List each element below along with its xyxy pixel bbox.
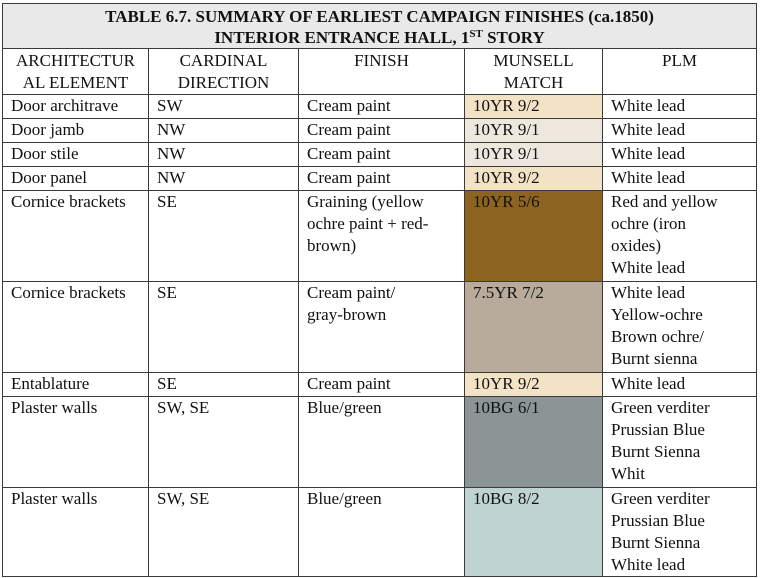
cell-cardinal-direction (149, 373, 299, 397)
cell-finish (299, 191, 465, 282)
cell-finish (299, 143, 465, 167)
munsell-code: 10BG 8/2 (473, 489, 540, 508)
table-title-line-2 (7, 27, 752, 48)
cell-cardinal-direction-line: SE (157, 283, 177, 302)
cell-plm (603, 373, 757, 397)
cell-plm-line: White lead (611, 168, 686, 187)
cell-architectural-element-line: Door stile (11, 144, 79, 163)
cell-architectural-element-line: Plaster walls (11, 398, 98, 417)
cell-plm-line: Yellow-ochre (611, 305, 703, 324)
cell-plm-line: Prussian Blue (611, 511, 705, 530)
cell-architectural-element (3, 373, 149, 397)
title-line-2-tail: STORY (482, 28, 545, 47)
header-text: FINISH (354, 51, 409, 70)
table-row (3, 119, 757, 143)
finishes-summary-table (2, 3, 757, 577)
cell-munsell-match (465, 167, 603, 191)
cell-finish-line: gray-brown (307, 305, 387, 324)
cell-plm (603, 488, 757, 577)
table-row (3, 397, 757, 488)
title-line-2-text: INTERIOR ENTRANCE HALL, 1 (214, 28, 470, 47)
table-row (3, 488, 757, 577)
cell-architectural-element-line: Cornice brackets (11, 283, 126, 302)
cell-finish (299, 397, 465, 488)
table-title (3, 4, 757, 49)
cell-finish-line: brown) (307, 236, 357, 255)
table-row (3, 143, 757, 167)
cell-plm-line: Prussian Blue (611, 420, 705, 439)
cell-architectural-element (3, 191, 149, 282)
cell-cardinal-direction-line: NW (157, 144, 186, 163)
cell-cardinal-direction (149, 167, 299, 191)
cell-cardinal-direction-line: SE (157, 374, 177, 393)
cell-plm-line: Green verditer (611, 398, 710, 417)
cell-finish-line: Cream paint (307, 168, 391, 187)
cell-finish-line: Cream paint (307, 120, 391, 139)
cell-munsell-match (465, 191, 603, 282)
cell-cardinal-direction (149, 119, 299, 143)
cell-plm-line: White lead (611, 283, 686, 302)
header-text: PLM (662, 51, 698, 70)
cell-cardinal-direction-line: SW, SE (157, 489, 210, 508)
header-plm (603, 49, 757, 95)
cell-architectural-element-line: Plaster walls (11, 489, 98, 508)
cell-plm (603, 95, 757, 119)
cell-plm-line: White lead (611, 555, 686, 574)
cell-cardinal-direction (149, 397, 299, 488)
munsell-code: 10BG 6/1 (473, 398, 540, 417)
cell-plm (603, 397, 757, 488)
cell-plm-line: Burnt Sienna (611, 533, 701, 552)
title-superscript: ST (469, 28, 483, 40)
munsell-code: 10YR 9/2 (473, 374, 540, 393)
cell-plm-line: White lead (611, 96, 686, 115)
cell-munsell-match (465, 373, 603, 397)
cell-munsell-match (465, 397, 603, 488)
cell-cardinal-direction-line: SW, SE (157, 398, 210, 417)
cell-cardinal-direction (149, 143, 299, 167)
table-row (3, 167, 757, 191)
header-architectural-element (3, 49, 149, 95)
cell-finish (299, 167, 465, 191)
header-text: MATCH (503, 73, 564, 92)
cell-finish (299, 119, 465, 143)
cell-plm (603, 282, 757, 373)
cell-architectural-element-line: Cornice brackets (11, 192, 126, 211)
cell-plm-line: Red and yellow (611, 192, 718, 211)
munsell-code: 10YR 9/1 (473, 120, 540, 139)
cell-architectural-element (3, 167, 149, 191)
cell-architectural-element-line: Entablature (11, 374, 90, 393)
cell-architectural-element (3, 95, 149, 119)
cell-architectural-element (3, 282, 149, 373)
cell-plm (603, 191, 757, 282)
table-body (3, 95, 757, 577)
cell-plm-line: Burnt sienna (611, 349, 698, 368)
cell-finish-line: Cream paint/ (307, 283, 396, 302)
cell-plm-line: White lead (611, 120, 686, 139)
munsell-code: 7.5YR 7/2 (473, 283, 544, 302)
cell-cardinal-direction (149, 95, 299, 119)
cell-cardinal-direction-line: SE (157, 192, 177, 211)
cell-cardinal-direction (149, 191, 299, 282)
table-row (3, 191, 757, 282)
cell-munsell-match (465, 282, 603, 373)
cell-munsell-match (465, 95, 603, 119)
cell-finish (299, 95, 465, 119)
cell-plm-line: ochre (iron (611, 214, 687, 233)
header-finish (299, 49, 465, 95)
cell-cardinal-direction-line: NW (157, 168, 186, 187)
cell-munsell-match (465, 143, 603, 167)
cell-cardinal-direction (149, 488, 299, 577)
munsell-code: 10YR 9/2 (473, 96, 540, 115)
cell-finish-line: Cream paint (307, 374, 391, 393)
cell-finish (299, 373, 465, 397)
munsell-code: 10YR 9/2 (473, 168, 540, 187)
header-row (3, 49, 757, 95)
cell-cardinal-direction-line: SW (157, 96, 183, 115)
cell-architectural-element (3, 143, 149, 167)
cell-finish-line: Cream paint (307, 144, 391, 163)
munsell-code: 10YR 9/1 (473, 144, 540, 163)
cell-architectural-element (3, 119, 149, 143)
cell-architectural-element (3, 488, 149, 577)
cell-finish (299, 488, 465, 577)
table-title-line-1: TABLE 6.7. SUMMARY OF EARLIEST CAMPAIGN FINISHES (ca.1850) (105, 7, 654, 26)
cell-plm-line: White lead (611, 144, 686, 163)
table-row (3, 282, 757, 373)
header-text: CARDINAL (179, 51, 268, 70)
munsell-code: 10YR 5/6 (473, 192, 540, 211)
cell-plm (603, 167, 757, 191)
cell-finish (299, 282, 465, 373)
cell-finish-line: Blue/green (307, 398, 382, 417)
cell-plm-line: Burnt Sienna (611, 442, 701, 461)
header-munsell-match (465, 49, 603, 95)
cell-finish-line: Blue/green (307, 489, 382, 508)
cell-finish-line: Cream paint (307, 96, 391, 115)
cell-architectural-element (3, 397, 149, 488)
header-text: DIRECTION (177, 73, 270, 92)
cell-plm-line: Whit (611, 464, 645, 483)
cell-architectural-element-line: Door architrave (11, 96, 119, 115)
cell-finish-line: ochre paint + red- (307, 214, 429, 233)
table-row (3, 95, 757, 119)
cell-munsell-match (465, 488, 603, 577)
cell-finish-line: Graining (yellow (307, 192, 424, 211)
cell-architectural-element-line: Door panel (11, 168, 88, 187)
table-row (3, 373, 757, 397)
header-cardinal-direction (149, 49, 299, 95)
cell-plm-line: White lead (611, 374, 686, 393)
cell-cardinal-direction-line: NW (157, 120, 186, 139)
cell-plm (603, 143, 757, 167)
cell-plm (603, 119, 757, 143)
cell-plm-line: oxides) (611, 236, 662, 255)
cell-munsell-match (465, 119, 603, 143)
cell-plm-line: Brown ochre/ (611, 327, 705, 346)
header-text: ARCHITECTUR (16, 51, 135, 70)
header-text: AL ELEMENT (22, 73, 129, 92)
cell-plm-line: White lead (611, 258, 686, 277)
cell-plm-line: Green verditer (611, 489, 710, 508)
cell-architectural-element-line: Door jamb (11, 120, 85, 139)
cell-cardinal-direction (149, 282, 299, 373)
header-text: MUNSELL (493, 51, 574, 70)
